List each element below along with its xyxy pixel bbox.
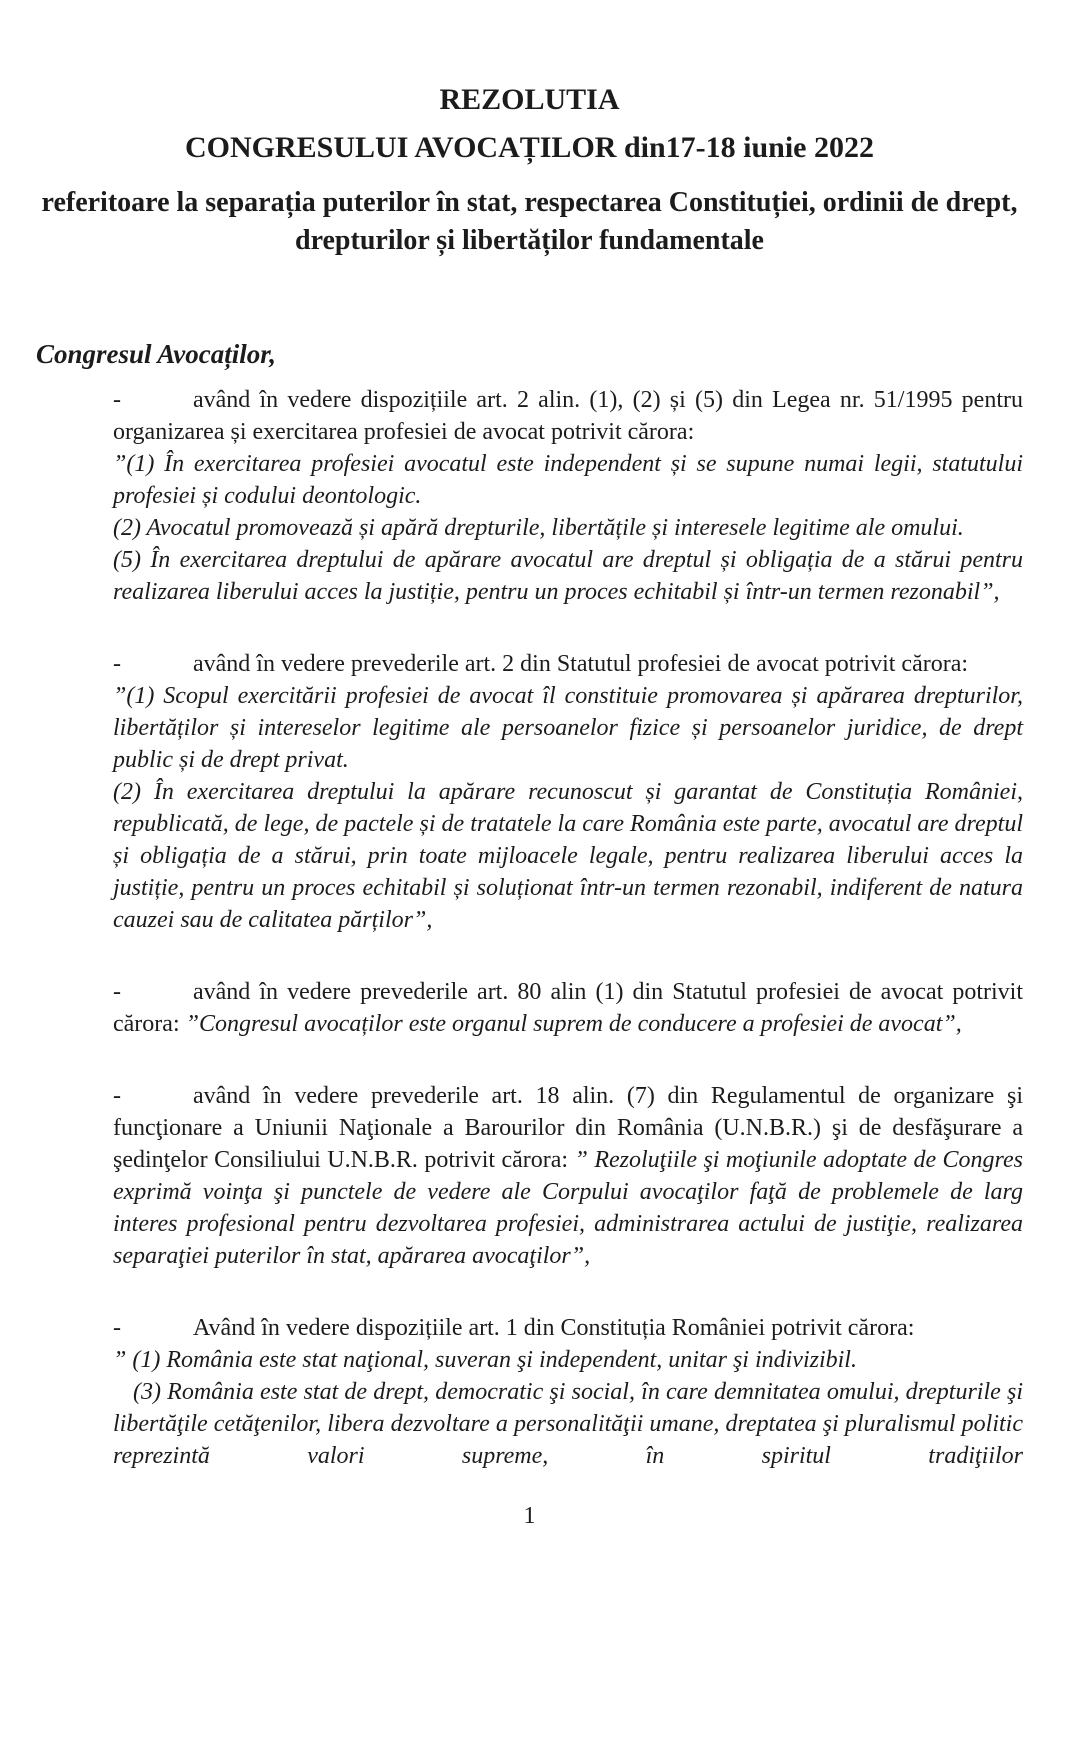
document-title: REZOLUTIA (439, 83, 620, 116)
text-run: având în vedere prevederile art. 18 alin. (7) din Regulamentul de organizare şi funcţionare a Uniunii Naţionale a Barourilor din România (U.N.B.R.) şi de desfăşurare a şedinţelor Consiliului U.N.B.R. potrivit cărora: (113, 1083, 1023, 1173)
quote-paragraph (113, 680, 1023, 776)
list-item-paragraph (113, 1312, 1023, 1344)
document-subtitle: CONGRESULUI AVOCAȚILOR din17-18 iunie 2022 (185, 131, 874, 164)
quoted-text-run: (5) În exercitarea dreptului de apărare avocatul are dreptul și obligația de a stărui pentru realizarea liberului acces la justiție, pentru un proces echitabil și într-un termen rezonabil”, (113, 547, 1023, 605)
paragraph-spacer (36, 1272, 1023, 1312)
quoted-text-run: ” (1) România este stat naţional, suveran şi independent, unitar şi indivizibil. (113, 1347, 857, 1373)
list-item-paragraph (113, 648, 1023, 680)
quote-paragraph (113, 1376, 1023, 1472)
list-item-paragraph (113, 1080, 1023, 1272)
quoted-text-run: ”(1) Scopul exercitării profesiei de avocat îl constituie promovarea și apărarea drepturilor, libertăților și intereselor legitime ale persoanelor fizice și persoanelor juridice, de drept public și de drept privat. (113, 683, 1023, 773)
list-item-paragraph (113, 384, 1023, 448)
quote-paragraph (113, 448, 1023, 512)
list-item-paragraph (113, 976, 1023, 1040)
list-dash: - (113, 1315, 121, 1341)
quote-paragraph (113, 544, 1023, 608)
paragraph-spacer (36, 1040, 1023, 1080)
document-subject: referitoare la separația puterilor în stat, respectarea Constituției, ordinii de drept, drepturilor și libertăților fundamentale (41, 187, 1018, 256)
text-run: Având în vedere dispozițiile art. 1 din Constituția României potrivit cărora: (193, 1315, 915, 1341)
list-dash: - (113, 387, 121, 413)
page-number: 1 (523, 1503, 536, 1529)
text-run: având în vedere dispozițiile art. 2 alin. (1), (2) și (5) din Legea nr. 51/1995 pentru organizarea și exercitarea profesiei de avocat potrivit cărora: (113, 387, 1023, 445)
quoted-text-run: (3) România este stat de drept, democratic şi social, în care demnitatea omului, drepturile şi libertăţile cetăţenilor, libera dezvoltare a personalităţii umane, dreptatea şi pluralismul politic reprezintă valori supreme, în spiritul tradiţiilor (113, 1379, 1023, 1469)
quoted-text-run: ”(1) În exercitarea profesiei avocatul este independent și se supune numai legii, statutului profesiei și codului deontologic. (113, 451, 1023, 509)
document-body (36, 384, 1023, 1472)
text-run: având în vedere prevederile art. 80 alin (1) din Statutul profesiei de avocat potrivit cărora: (113, 979, 1023, 1037)
salutation: Congresul Avocaților, (36, 339, 277, 369)
quote-paragraph (113, 1344, 1023, 1376)
list-dash: - (113, 651, 121, 677)
text-run: având în vedere prevederile art. 2 din Statutul profesiei de avocat potrivit cărora: (193, 651, 969, 677)
quoted-text-run: (2) În exercitarea dreptului la apărare recunoscut și garantat de Constituția României, republicată, de lege, de pactele și de tratatele la care România este parte, avocatul are dreptul și obligația de a stărui, prin toate mijloacele legale, pentru realizarea liberului acces la justiție, pentru un proces echitabil și soluționat într-un termen rezonabil, indiferent de natura cauzei sau de calitatea părților”, (113, 779, 1023, 933)
quote-paragraph (113, 512, 1023, 544)
quoted-text-run: ” Rezoluţiile şi moţiunile adoptate de Congres exprimă voinţa şi punctele de vedere ale Corpului avocaţilor faţă de problemele de larg interes profesional pentru dezvoltarea profesiei, administrarea actului de justiţie, realizarea separaţiei puterilor în stat, apărarea avocaţilor”, (113, 1147, 1024, 1269)
list-dash: - (113, 1083, 121, 1109)
quote-paragraph (113, 776, 1023, 936)
paragraph-spacer (36, 936, 1023, 976)
paragraph-spacer (36, 608, 1023, 648)
quoted-text-run: (2) Avocatul promovează și apără drepturile, libertățile și interesele legitime ale omului. (113, 515, 964, 541)
list-dash: - (113, 979, 121, 1005)
quoted-text-run: ”Congresul avocaților este organul suprem de conducere a profesiei de avocat”, (185, 1011, 962, 1037)
